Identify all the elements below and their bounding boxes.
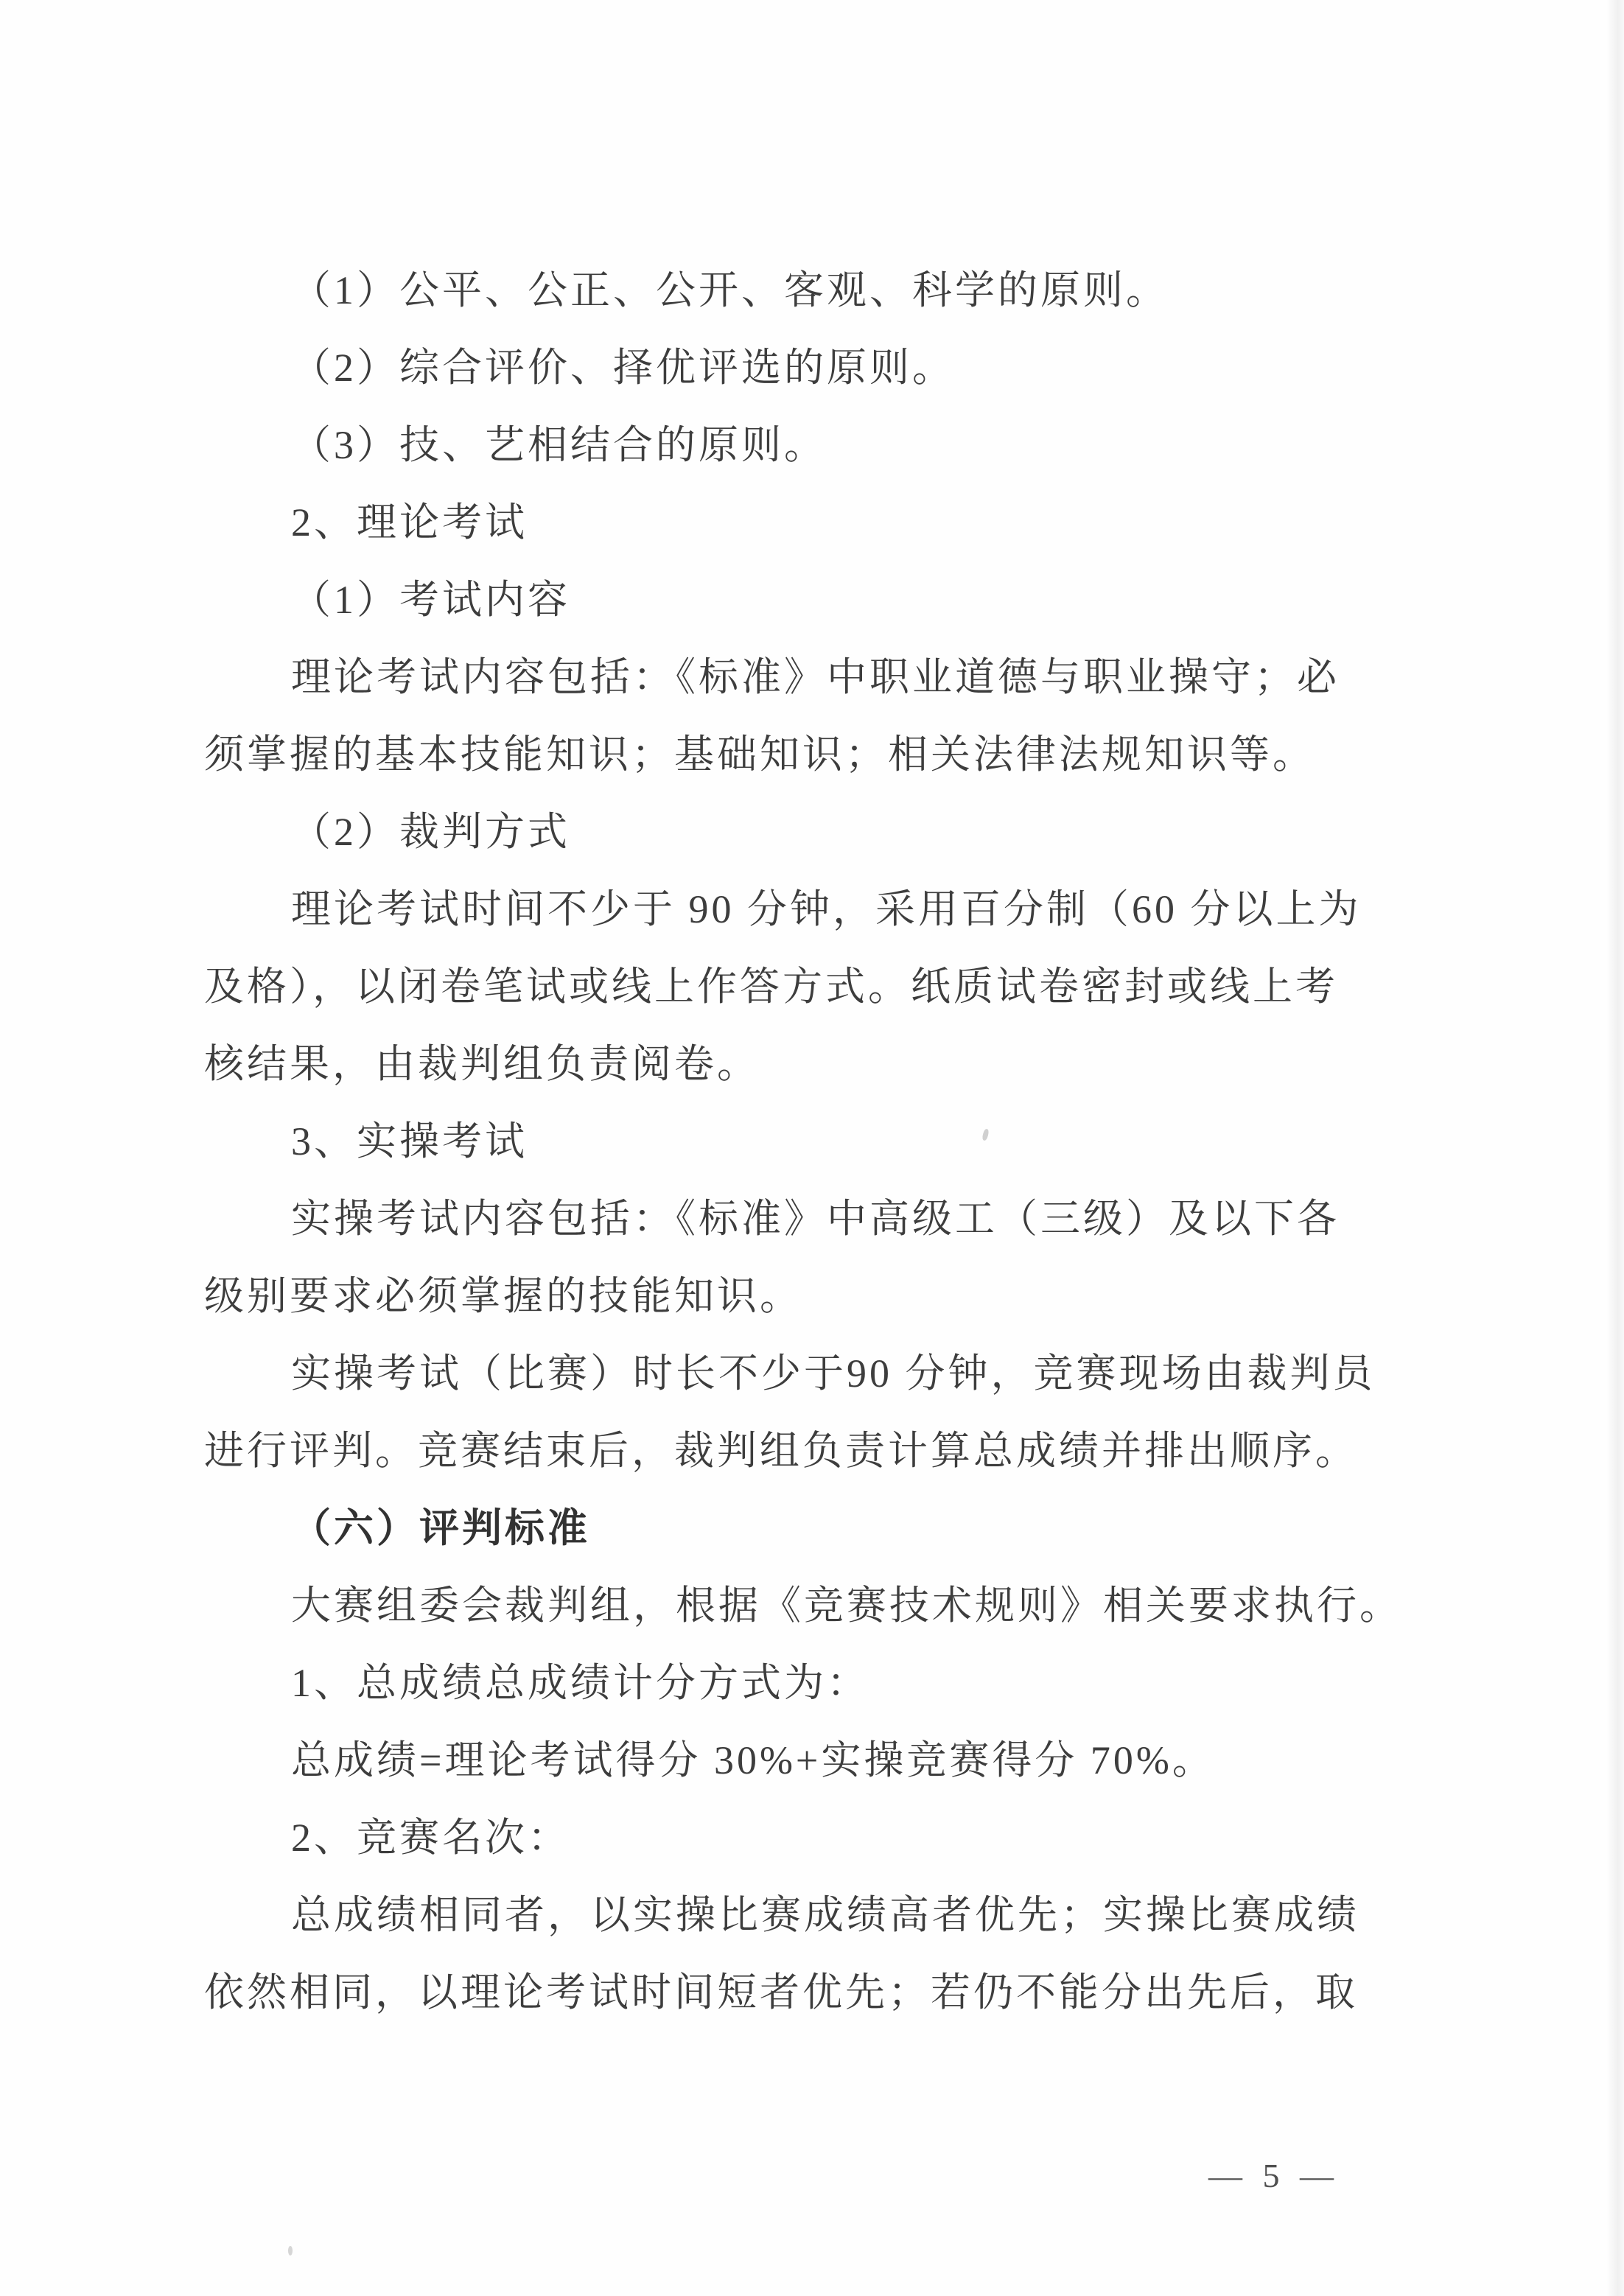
text-line: （六）评判标准: [291, 1506, 590, 1550]
text-line: 总成绩=理论考试得分 30%+实操竞赛得分 70%。: [291, 1738, 1215, 1782]
scan-speck: [288, 2246, 293, 2255]
text-line: 核结果，由裁判组负责阅卷。: [204, 1042, 760, 1086]
text-line: （2）裁判方式: [291, 810, 570, 854]
text-line: （1）公平、公正、公开、客观、科学的原则。: [291, 268, 1169, 312]
text-line: 进行评判。竞赛结束后，裁判组负责计算总成绩并排出顺序。: [204, 1429, 1358, 1473]
document-body-text: [204, 252, 1442, 2031]
text-line: 依然相同，以理论考试时间短者优先；若仍不能分出先后，取: [204, 1970, 1358, 2015]
text-line: 级别要求必须掌握的技能知识。: [204, 1274, 802, 1318]
text-line: 及格），以闭卷笔试或线上作答方式。纸质试卷密封或线上考: [204, 965, 1338, 1009]
text-line: 2、竞赛名次：: [291, 1816, 570, 1860]
text-line: 理论考试时间不少于 90 分钟，采用百分制（60 分以上为: [291, 887, 1362, 931]
scan-edge-artifact: [1606, 0, 1624, 2296]
text-line: （2）综合评价、择优评选的原则。: [291, 346, 955, 390]
text-line: 3、实操考试: [291, 1119, 528, 1163]
text-line: 1、总成绩总成绩计分方式为：: [291, 1661, 869, 1705]
page-number: — 5 —: [1208, 2157, 1340, 2194]
text-line: 总成绩相同者，以实操比赛成绩高者优先；实操比赛成绩: [291, 1893, 1359, 1937]
text-line: 须掌握的基本技能知识；基础知识；相关法律法规知识等。: [204, 732, 1315, 777]
text-line: （1）考试内容: [291, 578, 570, 622]
text-line: 实操考试内容包括：《标准》中高级工（三级）及以下各: [291, 1197, 1340, 1241]
text-line: 2、理论考试: [291, 500, 528, 545]
text-line: 理论考试内容包括：《标准》中职业道德与职业操守；必: [291, 655, 1340, 699]
text-line: 大赛组委会裁判组，根据《竞赛技术规则》相关要求执行。: [291, 1583, 1402, 1628]
text-line: （3）技、艺相结合的原则。: [291, 423, 827, 467]
text-line: 实操考试（比赛）时长不少于90 分钟，竞赛现场由裁判员: [291, 1351, 1376, 1396]
